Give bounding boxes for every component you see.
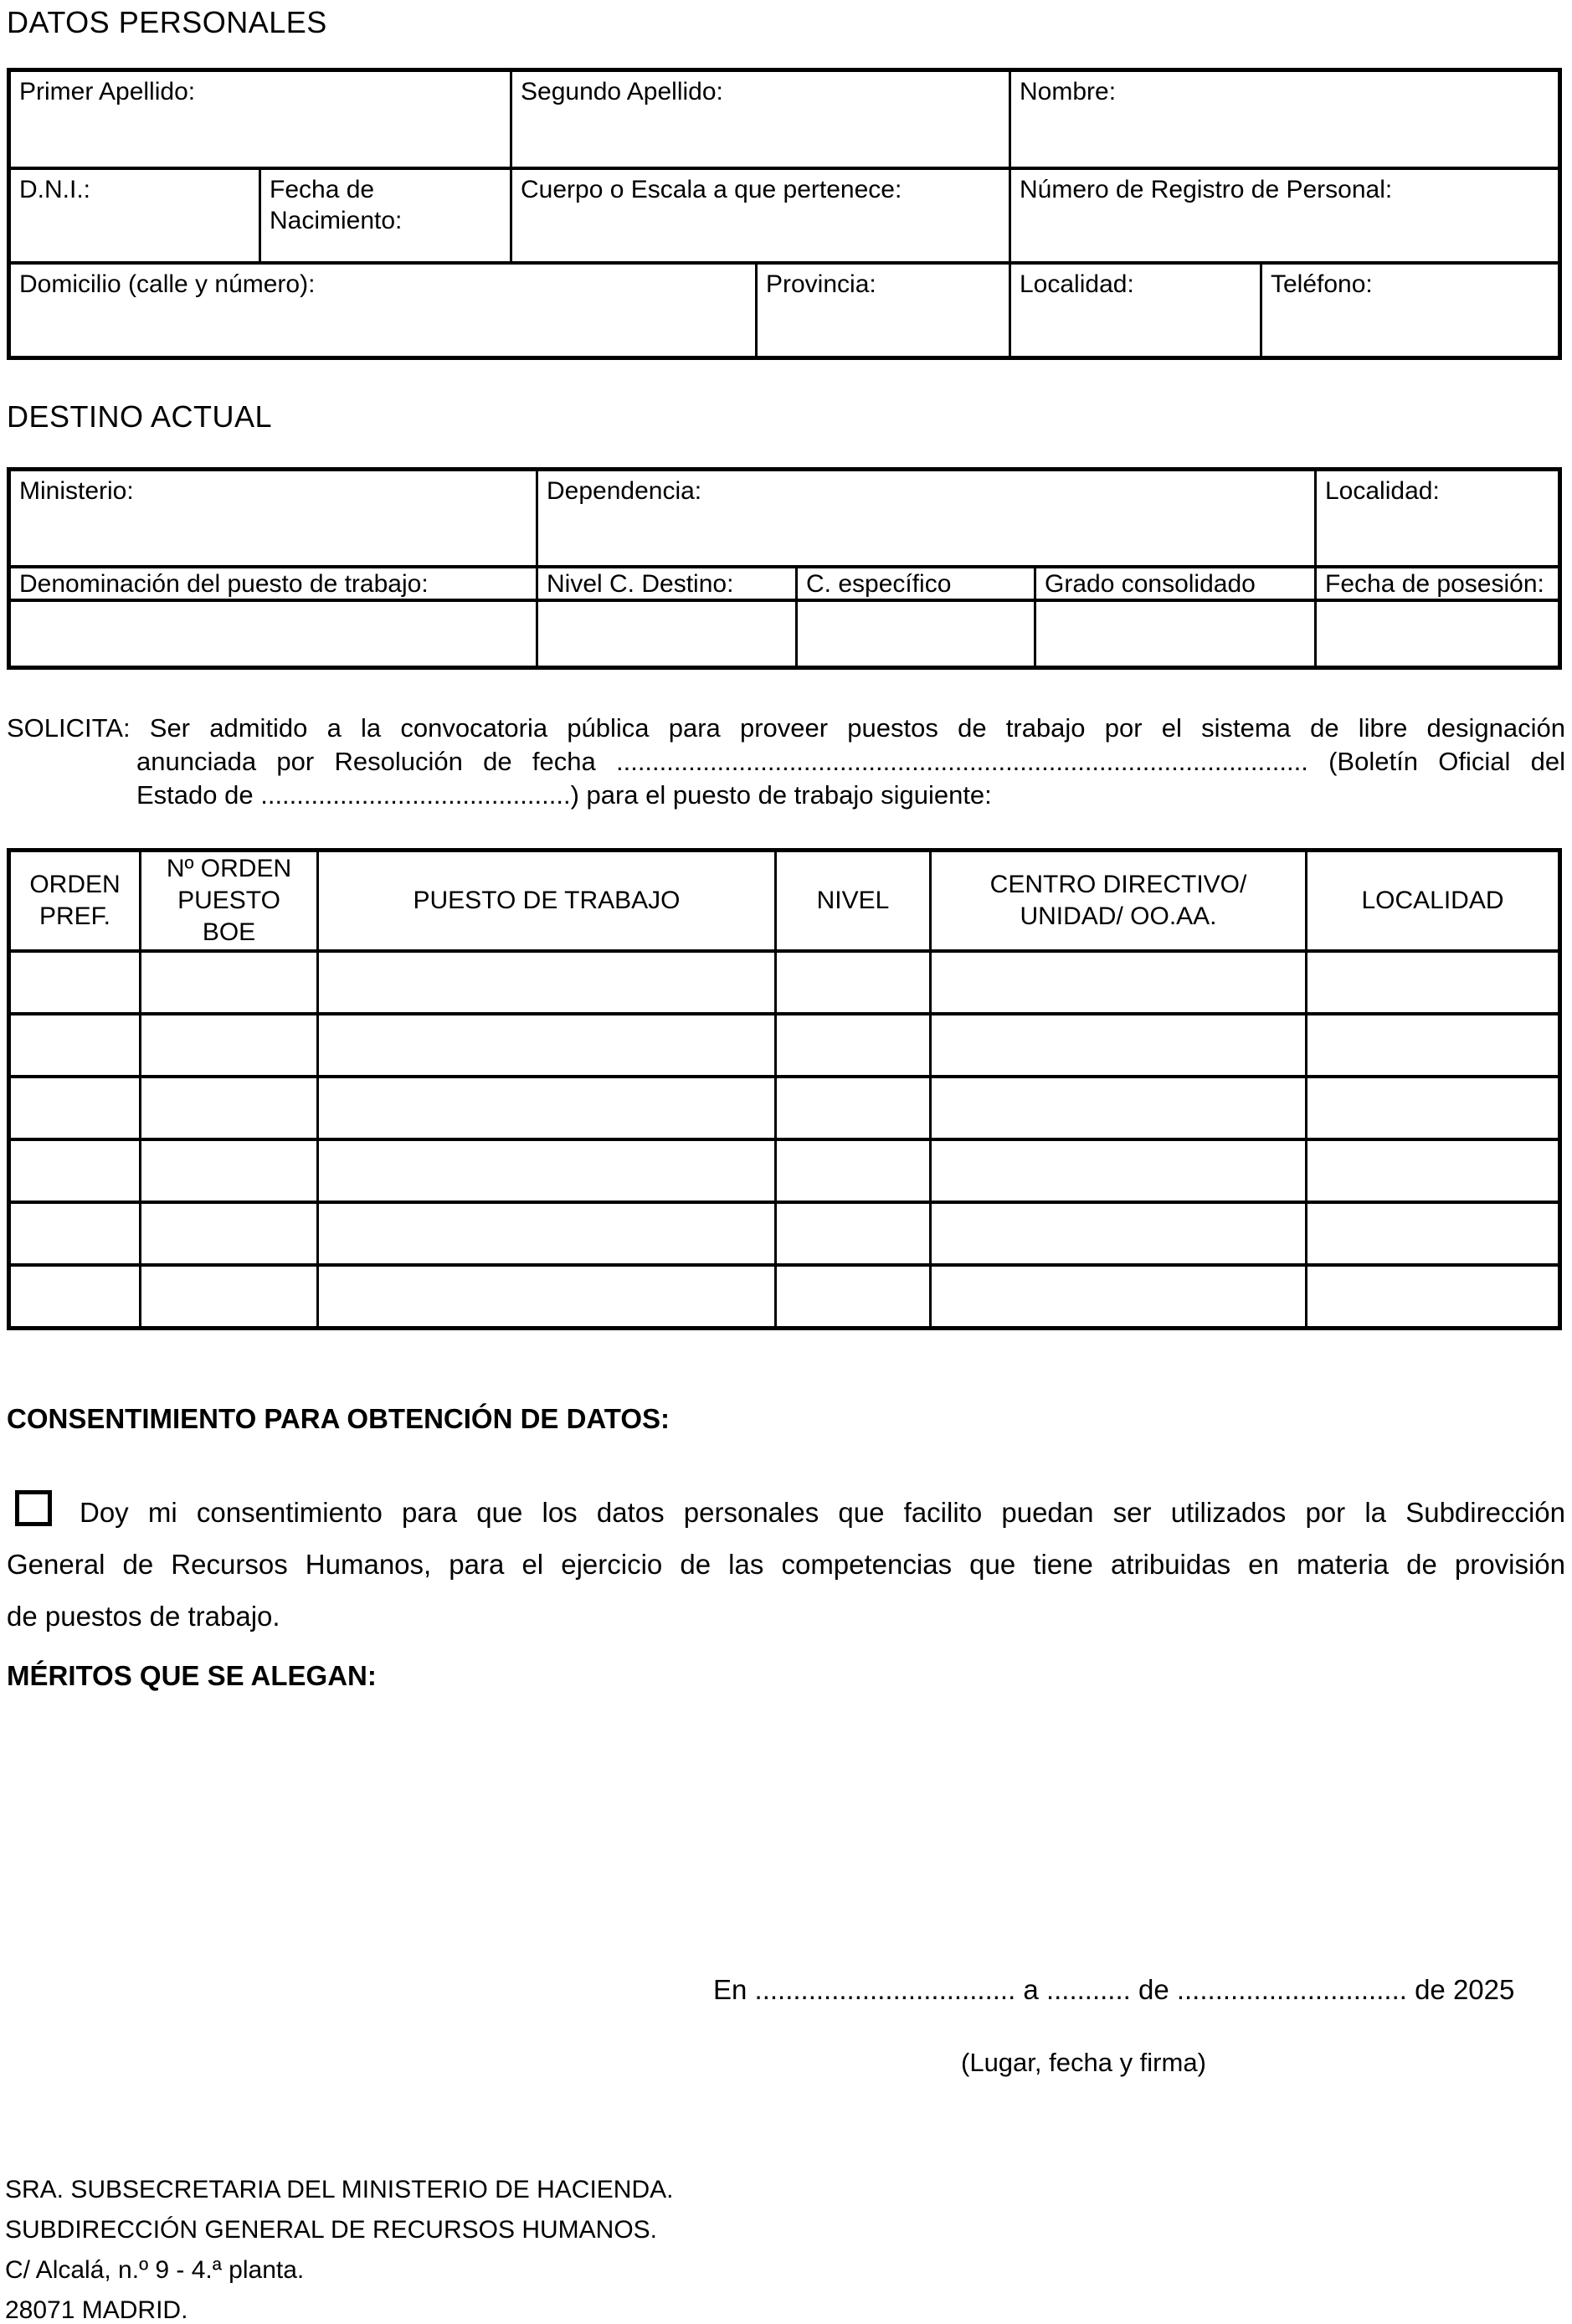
table-row	[11, 471, 1558, 565]
field-dni	[11, 170, 261, 261]
empty-cell	[1307, 953, 1558, 1012]
table-row	[11, 1138, 1558, 1201]
empty-cell	[777, 1015, 932, 1075]
field-label: Ministerio:	[19, 477, 134, 505]
empty-cell	[1307, 1204, 1558, 1263]
field-label: C. específico	[806, 570, 952, 598]
table-datos-personales	[7, 68, 1562, 360]
empty-cell	[319, 1267, 777, 1326]
empty-cell	[777, 1078, 932, 1138]
field-label: Teléfono:	[1271, 270, 1373, 298]
addressee-line: SUBDIRECCIÓN GENERAL DE RECURSOS HUMANOS.	[5, 2216, 658, 2244]
column-header-localidad: LOCALIDAD	[1361, 887, 1504, 914]
empty-cell	[141, 953, 319, 1012]
table-row	[11, 261, 1558, 356]
table-row	[11, 1201, 1558, 1263]
empty-cell	[777, 953, 932, 1012]
field-label: Provincia:	[766, 270, 876, 298]
table-puestos-solicitados	[7, 848, 1562, 1330]
empty-cell	[319, 953, 777, 1012]
empty-cell	[11, 1141, 141, 1201]
field-cuerpo-escala	[512, 170, 1011, 261]
empty-cell	[1317, 602, 1558, 666]
field-label: Segundo Apellido:	[521, 78, 723, 105]
addressee-line: SRA. SUBSECRETARIA DEL MINISTERIO DE HACIENDA.	[5, 2176, 674, 2203]
empty-cell	[141, 1267, 319, 1326]
field-label: Dependencia:	[547, 477, 702, 505]
empty-cell	[777, 1204, 932, 1263]
solicita-paragraph	[7, 712, 1565, 812]
empty-cell	[777, 1141, 932, 1201]
empty-cell	[141, 1204, 319, 1263]
section-title-consentimiento: CONSENTIMIENTO PARA OBTENCIÓN DE DATOS:	[7, 1403, 670, 1434]
column-header-nivel: NIVEL	[777, 852, 932, 949]
empty-cell	[319, 1015, 777, 1075]
consent-line: de puestos de trabajo.	[7, 1601, 280, 1632]
field-localidad-destino	[1317, 471, 1558, 565]
table-destino-actual	[7, 467, 1562, 670]
empty-cell	[932, 1267, 1307, 1326]
field-label: Nivel C. Destino:	[547, 570, 734, 598]
signature-date-line: En .................................. a ........... de .............................. de 2025	[713, 1974, 1515, 2005]
field-num-registro	[1011, 170, 1558, 261]
empty-cell	[538, 602, 798, 666]
field-provincia	[758, 265, 1011, 356]
empty-cell	[11, 1015, 141, 1075]
table-row	[11, 167, 1558, 261]
field-segundo-apellido	[512, 72, 1011, 167]
field-label: Domicilio (calle y número):	[19, 270, 316, 298]
field-label: Número de Registro de Personal:	[1020, 176, 1393, 203]
empty-cell	[11, 1267, 141, 1326]
field-fecha-nacimiento	[261, 170, 512, 261]
table-row	[11, 1263, 1558, 1326]
field-label: Localidad:	[1020, 270, 1134, 298]
field-grado-consolidado	[1036, 568, 1317, 599]
field-denominacion-puesto	[11, 568, 538, 599]
field-label: Primer Apellido:	[19, 78, 196, 105]
table-row	[11, 949, 1558, 1012]
table-row	[11, 1012, 1558, 1075]
empty-cell	[1307, 1078, 1558, 1138]
section-title-meritos: MÉRITOS QUE SE ALEGAN:	[7, 1660, 377, 1691]
field-ministerio	[11, 471, 538, 565]
field-label: Cuerpo o Escala a que pertenece:	[521, 176, 902, 203]
table-row	[11, 565, 1558, 599]
field-label: Fecha de posesión:	[1325, 570, 1544, 598]
field-c-especifico	[798, 568, 1036, 599]
section-title-datos-personales: DATOS PERSONALES	[7, 5, 327, 39]
column-header-orden-pref: ORDEN PREF.	[11, 852, 141, 949]
table-row	[11, 72, 1558, 167]
field-label: D.N.I.:	[19, 176, 91, 203]
empty-cell	[141, 1141, 319, 1201]
field-label: Localidad:	[1325, 477, 1440, 505]
signature-place-label: (Lugar, fecha y firma)	[961, 2048, 1206, 2077]
addressee-block	[5, 2170, 674, 2324]
consent-line: General de Recursos Humanos, para el ejercicio de las competencias que tiene atribuidas en materia de provisión	[7, 1549, 1565, 1580]
solicita-line: Estado de ...........................................) para el puesto de trabajo siguiente:	[136, 780, 992, 810]
section-title-destino-actual: DESTINO ACTUAL	[7, 399, 273, 434]
field-label: Nombre:	[1020, 78, 1117, 105]
empty-cell	[932, 1141, 1307, 1201]
empty-cell	[1307, 1141, 1558, 1201]
column-header-puesto-trabajo: PUESTO DE TRABAJO	[319, 852, 777, 949]
empty-cell	[798, 602, 1036, 666]
field-fecha-posesion	[1317, 568, 1558, 599]
consent-line: Doy mi consentimiento para que los datos personales que facilito puedan ser utilizados por la Subdirección	[80, 1497, 1565, 1528]
field-nombre	[1011, 72, 1558, 167]
empty-cell	[1036, 602, 1317, 666]
empty-cell	[11, 953, 141, 1012]
empty-cell	[1307, 1015, 1558, 1075]
empty-cell	[777, 1267, 932, 1326]
field-localidad	[1011, 265, 1262, 356]
empty-cell	[319, 1204, 777, 1263]
consent-paragraph	[7, 1487, 1565, 1643]
addressee-line: C/ Alcalá, n.º 9 - 4.ª planta.	[5, 2256, 305, 2284]
solicita-line: SOLICITA: Ser admitido a la convocatoria pública para proveer puestos de trabajo por el sistema de libre designación	[7, 713, 1565, 743]
empty-cell	[11, 1078, 141, 1138]
column-header-num-orden-boe: Nº ORDEN PUESTO BOE	[141, 852, 319, 949]
empty-cell	[11, 602, 538, 666]
field-label: Denominación del puesto de trabajo:	[19, 570, 429, 598]
table-header-row	[11, 852, 1558, 949]
solicita-line: anunciada por Resolución de fecha ................................................................................................ (Boletín Oficial del	[136, 747, 1565, 776]
empty-cell	[932, 1015, 1307, 1075]
field-domicilio	[11, 265, 758, 356]
field-dependencia	[538, 471, 1317, 565]
empty-cell	[319, 1078, 777, 1138]
table-row	[11, 1075, 1558, 1138]
empty-cell	[1307, 1267, 1558, 1326]
field-telefono	[1262, 265, 1558, 356]
field-nivel-destino	[538, 568, 798, 599]
empty-cell	[932, 1078, 1307, 1138]
field-label: Fecha de Nacimiento:	[270, 176, 403, 234]
field-label: Grado consolidado	[1045, 570, 1256, 598]
column-header-centro-directivo: CENTRO DIRECTIVO/ UNIDAD/ OO.AA.	[932, 852, 1307, 949]
field-primer-apellido	[11, 72, 512, 167]
empty-cell	[11, 1204, 141, 1263]
addressee-line: 28071 MADRID.	[5, 2296, 188, 2324]
empty-cell	[141, 1015, 319, 1075]
empty-cell	[932, 953, 1307, 1012]
empty-cell	[932, 1204, 1307, 1263]
table-row	[11, 599, 1558, 666]
empty-cell	[141, 1078, 319, 1138]
empty-cell	[319, 1141, 777, 1201]
